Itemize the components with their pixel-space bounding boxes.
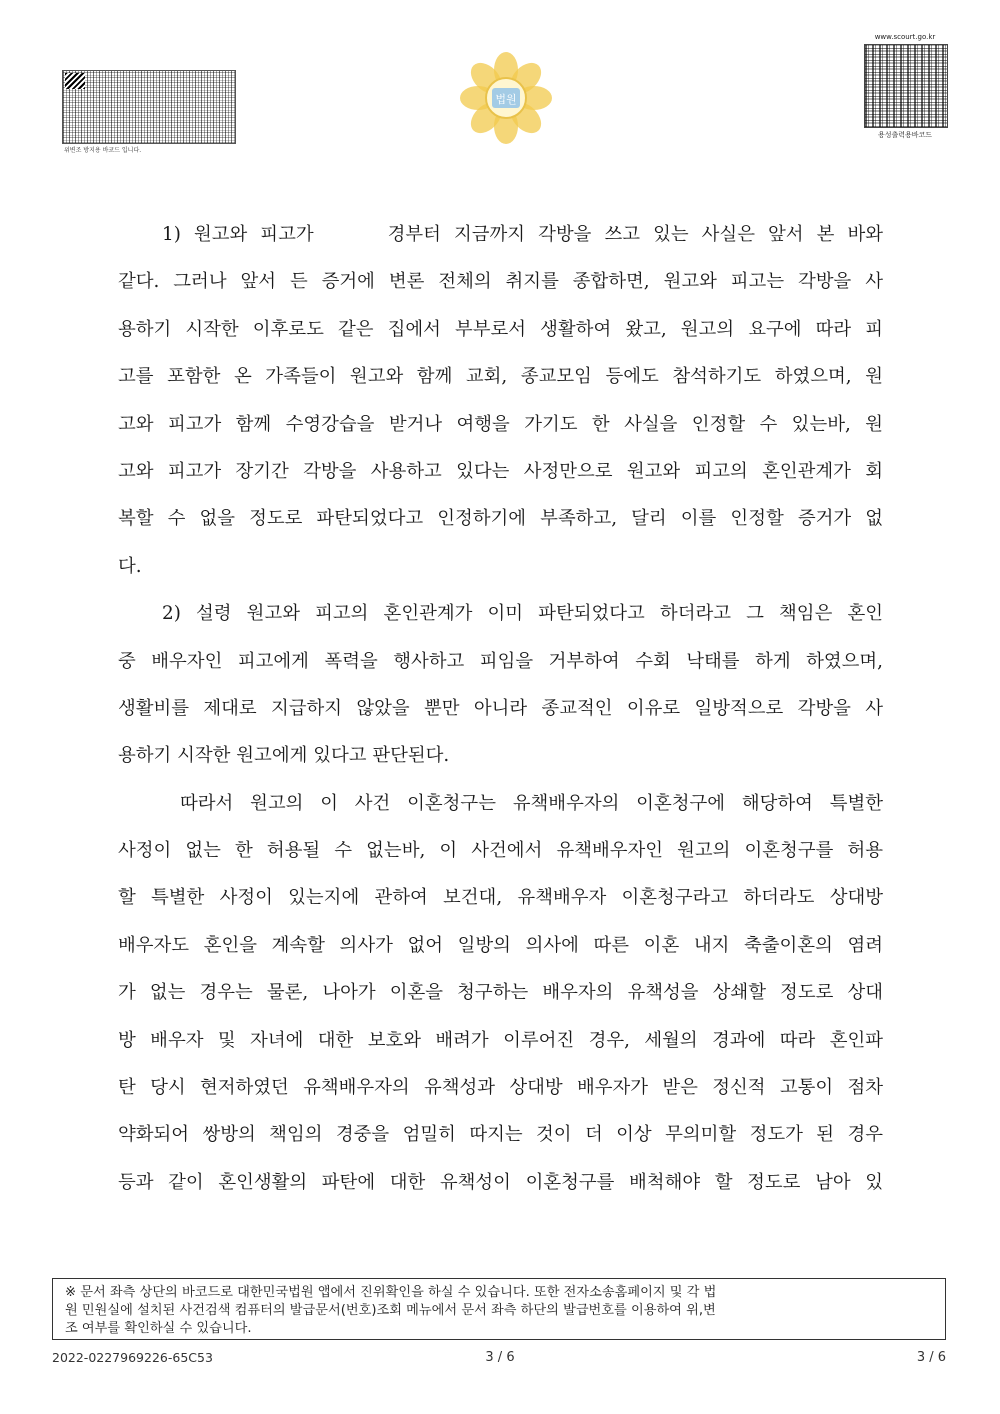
text-line: 따라서 원고의 이 사건 이혼청구는 유책배우자의 이혼청구에 해당하여 특별한 bbox=[180, 792, 883, 814]
barcode-caption: 위변조 방지용 바코드 입니다. bbox=[64, 147, 142, 154]
text-line: 방 배우자 및 자녀에 대한 보호와 배려가 이루어진 경우, 세월의 경과에 따라 혼인파 bbox=[118, 1029, 883, 1051]
authentication-barcode bbox=[62, 70, 236, 144]
court-url: www.scourt.go.kr bbox=[874, 33, 936, 41]
court-emblem-icon bbox=[458, 48, 554, 144]
text-line: 복할 수 없을 정도로 파탄되었다고 인정하기에 부족하고, 달리 이를 인정할 증거가 없 bbox=[118, 508, 883, 530]
emblem-text: 법원 bbox=[495, 93, 517, 106]
paragraph-3 bbox=[118, 780, 883, 1207]
text-line: 고와 피고가 장기간 각방을 사용하고 있다는 사정만으로 원고와 피고의 혼인관계가 회 bbox=[118, 460, 883, 482]
notice-line: 조 여부를 확인하실 수 있습니다. bbox=[65, 1321, 252, 1336]
text-line: 고와 피고가 함께 수영강습을 받거나 여행을 가기도 한 사실을 인정할 수 있는바, 원 bbox=[118, 413, 883, 435]
text-line: 가 없는 경우는 물론, 나아가 이혼을 청구하는 배우자의 유책성을 상쇄할 정도로 상대 bbox=[118, 982, 883, 1004]
text-line-end: 경부터 지금까지 각방을 쓰고 있는 사실은 앞서 본 바와 bbox=[387, 224, 883, 245]
page-number-right: 3 / 6 bbox=[916, 1350, 946, 1365]
text-line: 등과 같이 혼인생활의 파탄에 대한 유책성이 이혼청구를 배척해야 할 정도로 남아 있 bbox=[118, 1171, 883, 1193]
page-number-center: 3 / 6 bbox=[485, 1350, 515, 1365]
text-line: 할 특별한 사정이 있는지에 관하여 보건대, 유책배우자 이혼청구라고 하더라도 상대방 bbox=[118, 887, 883, 909]
issuance-number: 2022-0227969226-65C53 bbox=[52, 1350, 213, 1365]
notice-line: ※ 문서 좌측 상단의 바코드로 대한민국법원 앱에서 진위확인을 하실 수 있습니다. 또한 전자소송홈페이지 및 각 법 bbox=[65, 1285, 717, 1300]
text-line: 배우자도 혼인을 계속할 의사가 없어 일방의 의사에 따른 이혼 내지 축출이혼의 염려 bbox=[118, 934, 883, 956]
barcode-corner-mark bbox=[65, 73, 85, 89]
text-line: 약화되어 쌍방의 책임의 경중을 엄밀히 따지는 것이 더 이상 무의미할 정도가 된 경우 bbox=[118, 1124, 883, 1146]
text-line: 고를 포함한 온 가족들이 원고와 함께 교회, 종교모임 등에도 참석하기도 하였으며, 원 bbox=[118, 366, 883, 388]
notice-line: 원 민원실에 설치된 사건검색 컴퓨터의 발급문서(번호)조회 메뉴에서 문서 좌측 하단의 발급번호를 이용하여 위,변 bbox=[65, 1303, 716, 1318]
text-line: 같다. 그러나 앞서 든 증거에 변론 전체의 취지를 종합하면, 원고와 피고는 각방을 사 bbox=[118, 271, 883, 293]
text-line: 중 배우자인 피고에게 폭력을 행사하고 피임을 거부하여 수회 낙태를 하게 하였으며, bbox=[118, 650, 883, 672]
text-line: 용하기 시작한 이후로도 같은 집에서 부부로서 생활하여 왔고, 원고의 요구에 따라 피 bbox=[118, 318, 883, 340]
text-line: 생활비를 제대로 지급하지 않았을 뿐만 아니라 종교적인 이유로 일방적으로 각방을 사 bbox=[118, 697, 883, 719]
text-line-start: 1) 원고와 피고가 bbox=[162, 224, 314, 245]
verification-notice bbox=[52, 1278, 946, 1340]
text-line bbox=[118, 211, 883, 258]
judgment-body bbox=[118, 211, 883, 1206]
text-line: 용하기 시작한 원고에게 있다고 판단된다. bbox=[118, 745, 450, 767]
text-line: 사정이 없는 한 허용될 수 없는바, 이 사건에서 유책배우자인 원고의 이혼청구를 허용 bbox=[118, 840, 883, 862]
qr-code bbox=[864, 44, 948, 128]
text-line: 2) 설령 원고와 피고의 혼인관계가 이미 파탄되었다고 하더라고 그 책임은 혼인 bbox=[162, 603, 883, 625]
qr-caption: 용성출력용바코드 bbox=[877, 131, 933, 139]
paragraph-1 bbox=[118, 211, 883, 590]
text-line: 탄 당시 현저하였던 유책배우자의 유책성과 상대방 배우자가 받은 정신적 고통이 점차 bbox=[118, 1077, 883, 1099]
paragraph-2 bbox=[118, 590, 883, 780]
text-line: 다. bbox=[118, 555, 142, 577]
